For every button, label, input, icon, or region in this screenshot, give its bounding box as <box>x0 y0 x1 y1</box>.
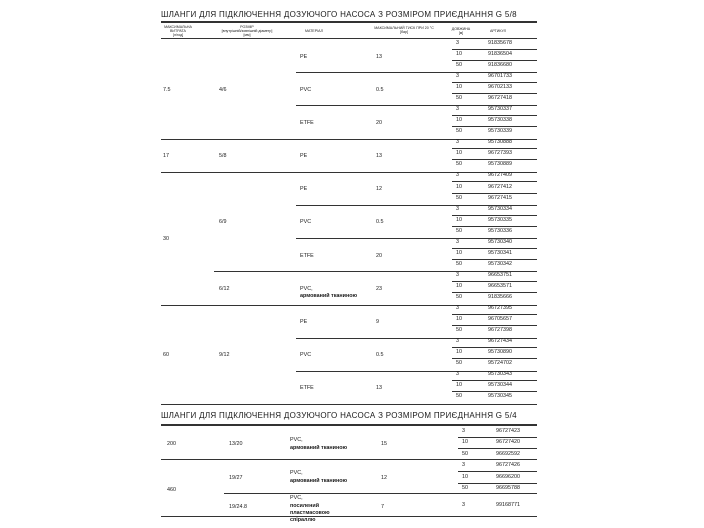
article-cell: 96727426 <box>496 462 520 468</box>
section1-bottom-rule <box>161 404 537 405</box>
article-cell: 96702133 <box>488 84 512 91</box>
material-cell: PVC <box>300 87 312 93</box>
header-size: РОЗМІР [внутрішній/зовнішній діаметр] [мм] <box>221 25 273 38</box>
article-cell: 95730334 <box>488 205 512 212</box>
article-cell: 96705657 <box>488 316 512 322</box>
length-cell: 10 <box>456 51 462 58</box>
article-cell: 95730336 <box>488 227 512 234</box>
row-rule <box>452 148 537 149</box>
length-cell: 50 <box>456 161 462 168</box>
length-cell: 10 <box>456 150 462 157</box>
length-cell: 3 <box>462 428 465 434</box>
row-rule <box>458 437 537 438</box>
length-cell: 3 <box>462 502 465 508</box>
pressure-cell: 0.5 <box>376 87 384 93</box>
article-cell: 95730340 <box>488 238 512 245</box>
length-cell: 3 <box>456 172 459 179</box>
material-cell: PE <box>300 153 308 159</box>
pressure-cell: 23 <box>376 286 382 292</box>
size-cell: 5/8 <box>219 153 227 159</box>
size-cell: 6/12 <box>219 286 230 292</box>
section2-bottom-rule <box>161 516 537 517</box>
material-cell: PE <box>300 54 308 60</box>
article-cell: 96727418 <box>488 95 512 102</box>
header-pressure: МАКСИМАЛЬНИЙ ТИСК ПРИ 20 °C [бар] <box>374 26 434 35</box>
block-rule <box>161 459 537 460</box>
length-cell: 50 <box>456 62 462 69</box>
material-cell: PVC <box>300 219 312 225</box>
article-cell: 95724702 <box>488 360 512 367</box>
header-article: АРТИКУЛ <box>489 29 507 33</box>
flow-cell: 60 <box>163 352 169 358</box>
length-cell: 10 <box>456 84 462 91</box>
section1-header-rule <box>161 38 537 39</box>
row-rule <box>452 181 537 182</box>
pressure-cell: 20 <box>376 120 382 126</box>
length-cell: 3 <box>456 205 459 212</box>
header-material: МАТЕРІАЛ <box>305 29 323 33</box>
length-cell: 50 <box>462 451 468 457</box>
material-cell: PVC, <box>290 470 303 476</box>
material-cell: PVC, <box>300 286 313 292</box>
flow-cell: 7.5 <box>163 87 171 93</box>
material-cell: PE <box>300 319 308 325</box>
row-rule <box>452 49 537 50</box>
length-cell: 50 <box>456 95 462 102</box>
length-cell: 50 <box>456 227 462 234</box>
article-cell: 95730345 <box>488 393 512 400</box>
block-rule <box>161 172 537 173</box>
material-cell: ETFE <box>300 253 314 259</box>
article-cell: 96695788 <box>496 485 520 491</box>
row-rule <box>452 126 537 127</box>
pressure-cell: 13 <box>376 54 382 60</box>
flow-cell: 460 <box>167 487 176 493</box>
material-cell: ETFE <box>300 385 314 391</box>
pressure-cell: 0.5 <box>376 219 384 225</box>
length-cell: 3 <box>456 139 459 146</box>
material-cell: ETFE <box>300 120 314 126</box>
row-rule <box>452 281 537 282</box>
header-flow: МАКСИМАЛЬНА ВИТРАТА [л/год] <box>164 25 192 38</box>
pressure-cell: 12 <box>381 475 387 481</box>
length-cell: 50 <box>456 327 462 334</box>
length-cell: 10 <box>462 474 468 480</box>
section2-title-rule <box>161 424 537 426</box>
length-cell: 10 <box>456 183 462 190</box>
article-cell: 96727398 <box>488 327 512 334</box>
flow-cell: 200 <box>167 441 176 447</box>
row-rule <box>452 60 537 61</box>
article-cell: 95730337 <box>488 106 512 113</box>
length-cell: 3 <box>456 73 459 80</box>
group-rule <box>224 493 537 494</box>
material-note: армований тканиною <box>290 445 348 451</box>
row-rule <box>452 292 537 293</box>
header-length: ДОВЖИНА [м] <box>451 27 471 36</box>
material-cell: PE <box>300 186 308 192</box>
length-cell: 50 <box>456 393 462 400</box>
material-note: посилений пластмасовою спіраллю <box>290 503 330 523</box>
row-rule <box>452 193 537 194</box>
row-rule <box>452 314 537 315</box>
length-cell: 10 <box>456 117 462 124</box>
pressure-cell: 13 <box>376 385 382 391</box>
material-cell: PVC <box>300 352 312 358</box>
row-rule <box>452 115 537 116</box>
size-cell: 4/6 <box>219 87 227 93</box>
row-rule <box>452 259 537 260</box>
pressure-cell: 13 <box>376 153 382 159</box>
row-rule <box>452 215 537 216</box>
article-cell: 96701733 <box>488 73 512 80</box>
flow-cell: 17 <box>163 153 169 159</box>
row-rule <box>452 391 537 392</box>
size-cell: 9/12 <box>219 352 230 358</box>
article-cell: 95730889 <box>488 161 512 168</box>
section2-title: ШЛАНГИ ДЛЯ ПІДКЛЮЧЕННЯ ДОЗУЮЧОГО НАСОСА З РОЗМІРОМ ПРИЄДНАННЯ G 5/4 <box>161 411 517 420</box>
length-cell: 50 <box>456 293 462 300</box>
row-rule <box>458 471 537 472</box>
pressure-cell: 0.5 <box>376 352 384 358</box>
length-cell: 3 <box>456 40 459 46</box>
length-cell: 10 <box>456 382 462 389</box>
article-cell: 95730335 <box>488 216 512 223</box>
row-rule <box>452 226 537 227</box>
row-rule <box>458 483 537 484</box>
article-cell: 96696200 <box>496 474 520 480</box>
pressure-cell: 15 <box>381 441 387 447</box>
row-rule <box>458 448 537 449</box>
material-cell: PVC, <box>290 495 303 501</box>
pressure-cell: 9 <box>376 319 379 325</box>
article-cell: 91835666 <box>488 293 512 300</box>
length-cell: 10 <box>456 349 462 356</box>
length-cell: 3 <box>456 106 459 113</box>
length-cell: 10 <box>456 316 462 322</box>
article-cell: 96727434 <box>488 338 512 345</box>
article-cell: 96727415 <box>488 194 512 201</box>
length-cell: 50 <box>456 194 462 201</box>
row-rule <box>452 325 537 326</box>
size-cell: 6/9 <box>219 219 227 225</box>
length-cell: 50 <box>456 360 462 367</box>
block-rule <box>161 305 537 306</box>
article-cell: 96727395 <box>488 304 512 311</box>
article-cell: 91836680 <box>488 62 512 69</box>
section1-title-rule <box>161 21 537 23</box>
row-rule <box>452 82 537 83</box>
block-rule <box>161 139 537 140</box>
row-rule <box>452 380 537 381</box>
size-cell: 13/20 <box>229 441 243 447</box>
article-cell: 96653751 <box>488 271 512 278</box>
article-cell: 91835678 <box>488 40 512 46</box>
material-note: армований тканиною <box>290 478 348 484</box>
length-cell: 3 <box>462 462 465 468</box>
length-cell: 10 <box>456 282 462 289</box>
length-cell: 3 <box>456 371 459 378</box>
length-cell: 3 <box>456 304 459 311</box>
article-cell: 96727409 <box>488 172 512 179</box>
length-cell: 50 <box>456 128 462 135</box>
article-cell: 96692592 <box>496 451 520 457</box>
pressure-cell: 12 <box>376 186 382 192</box>
article-cell: 96727412 <box>488 183 512 190</box>
article-cell: 96727420 <box>496 439 520 445</box>
material-cell: PVC, <box>290 437 303 443</box>
article-cell: 95730339 <box>488 128 512 135</box>
flow-cell: 30 <box>163 236 169 242</box>
size-cell: 19/27 <box>229 475 243 481</box>
pressure-cell: 20 <box>376 253 382 259</box>
length-cell: 50 <box>456 260 462 267</box>
size-cell: 19/24.8 <box>229 504 247 510</box>
material-note: армований тканиною <box>300 293 358 299</box>
article-cell: 99168771 <box>496 502 520 508</box>
row-rule <box>452 159 537 160</box>
row-rule <box>452 358 537 359</box>
article-cell: 95730344 <box>488 382 512 389</box>
article-cell: 95730342 <box>488 260 512 267</box>
article-cell: 91836504 <box>488 51 512 58</box>
section1-title: ШЛАНГИ ДЛЯ ПІДКЛЮЧЕННЯ ДОЗУЮЧОГО НАСОСА З РОЗМІРОМ ПРИЄДНАННЯ G 5/8 <box>161 10 517 19</box>
length-cell: 50 <box>462 485 468 491</box>
article-cell: 96727393 <box>488 150 512 157</box>
length-cell: 3 <box>456 271 459 278</box>
article-cell: 95730890 <box>488 349 512 356</box>
length-cell: 3 <box>456 238 459 245</box>
article-cell: 95730338 <box>488 117 512 124</box>
row-rule <box>452 248 537 249</box>
article-cell: 95730341 <box>488 249 512 256</box>
pressure-cell: 7 <box>381 504 384 510</box>
length-cell: 10 <box>456 249 462 256</box>
article-cell: 96727423 <box>496 428 520 434</box>
article-cell: 96653571 <box>488 282 512 289</box>
row-rule <box>452 93 537 94</box>
length-cell: 10 <box>456 216 462 223</box>
length-cell: 3 <box>456 338 459 345</box>
article-cell: 95730343 <box>488 371 512 378</box>
article-cell: 95730888 <box>488 139 512 146</box>
length-cell: 10 <box>462 439 468 445</box>
row-rule <box>452 347 537 348</box>
